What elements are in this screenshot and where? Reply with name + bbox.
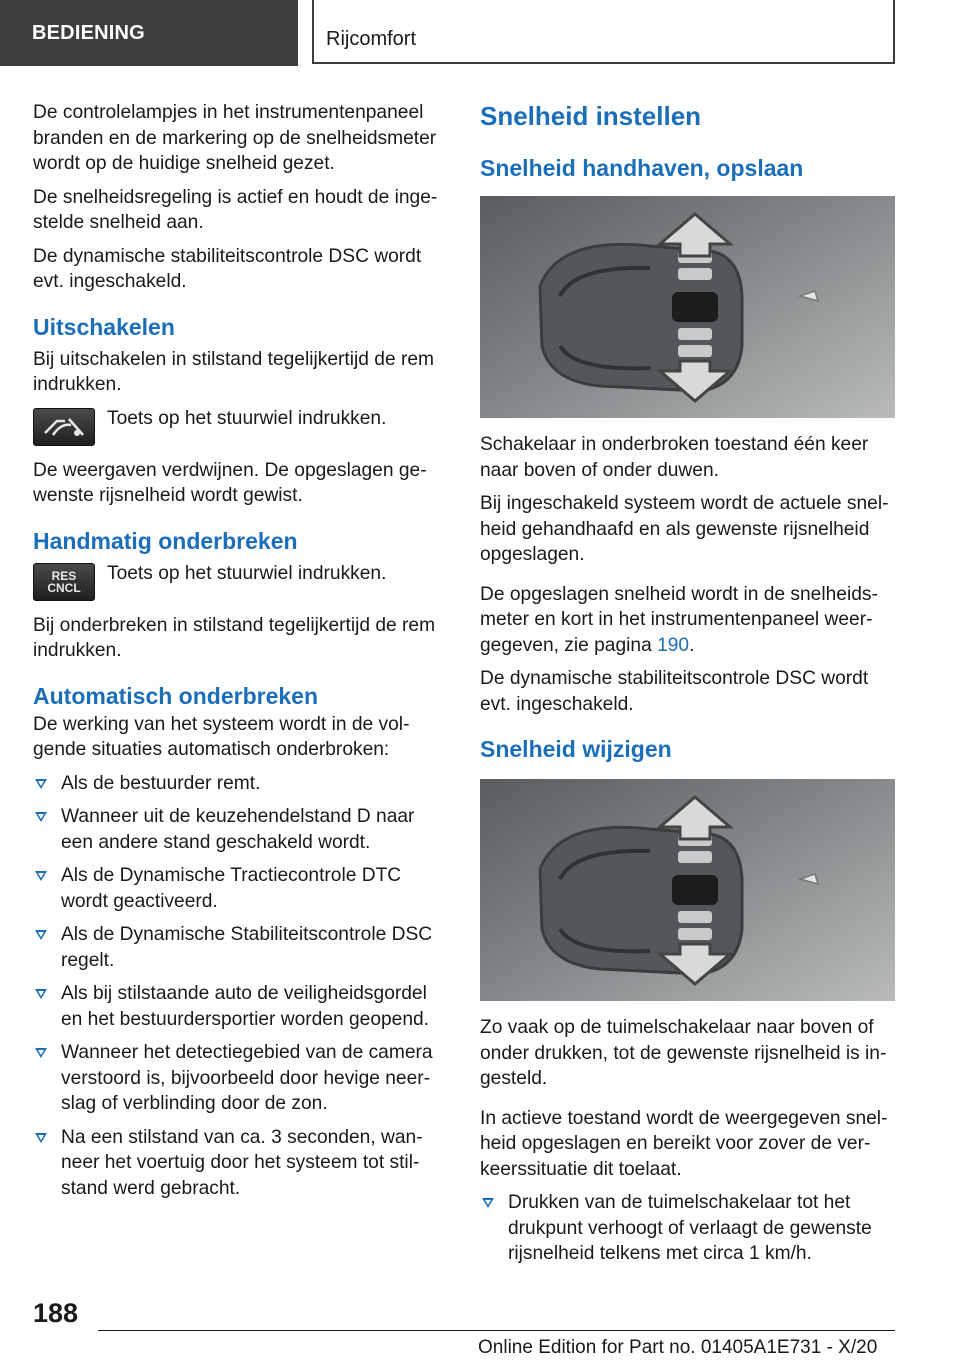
triangle-bullet-icon xyxy=(35,930,47,940)
triangle-bullet-icon xyxy=(35,812,47,822)
list-item xyxy=(33,771,451,797)
paragraph xyxy=(480,582,895,659)
triangle-bullet-icon xyxy=(35,1133,47,1143)
steering-wheel-switch-image xyxy=(480,196,895,418)
bullet-list xyxy=(480,1190,895,1267)
chapter-title: Rijcomfort xyxy=(312,0,895,64)
list-item xyxy=(480,1190,895,1267)
paragraph: De werking van het systeem wordt in de volgende situaties automatisch onderbroken: xyxy=(33,713,410,760)
instruction-row xyxy=(33,561,451,601)
paragraph: Bij ingeschakeld systeem wordt de actuele snelheid gehandhaafd en als gewenste rijsnelheid opgeslagen. xyxy=(480,493,889,565)
list-item-text: Als de bestuurder remt. xyxy=(61,772,261,794)
instruction-text: Toets op het stuurwiel indrukken. xyxy=(107,407,387,429)
heading-snelheid-instellen: Snelheid instellen xyxy=(480,101,702,131)
paragraph: De weergaven verdwijnen. De opgeslagen gewenste rijsnelheid wordt gewist. xyxy=(33,459,427,506)
list-item xyxy=(33,981,451,1032)
heading-automatisch: Automatisch onderbreken xyxy=(33,682,318,709)
cruise-off-button-icon xyxy=(33,408,95,446)
list-item-text: Drukken van de tuimelschakelaar tot het drukpunt verhoogt of verlaagt de gewenste rijsnelheid telkens met circa 1 km/h. xyxy=(508,1192,872,1264)
button-label: CNCL xyxy=(47,580,81,595)
list-item-text: Als bij stilstaande auto de veiligheidsgordel en het bestuurdersportier worden geopend. xyxy=(61,983,430,1030)
left-column xyxy=(33,100,451,1209)
paragraph: Bij onderbreken in stilstand tegelijkertijd de rem indrukken. xyxy=(33,614,436,661)
paragraph: In actieve toestand wordt de weergegeven snelheid opgeslagen en bereikt voor zover de verkeerssituatie dit toelaat. xyxy=(480,1107,888,1180)
paragraph: De dynamische stabiliteitscontrole DSC wordt evt. ingeschakeld. xyxy=(480,668,869,715)
paragraph: Bij uitschakelen in stilstand tegelijkertijd de rem indrukken. xyxy=(33,348,434,395)
heading-uitschakelen: Uitschakelen xyxy=(33,313,175,340)
list-item-text: Als de Dynamische Tractiecontrole DTC wordt geactiveerd. xyxy=(61,865,402,912)
list-item xyxy=(33,1040,451,1117)
triangle-bullet-icon xyxy=(35,871,47,881)
paragraph-text: . xyxy=(689,634,695,656)
right-column xyxy=(480,100,895,1275)
heading-snelheid-wijzigen: Snelheid wijzigen xyxy=(480,736,672,762)
button-label: RES xyxy=(51,568,77,583)
list-item xyxy=(33,804,451,855)
page-number: 188 xyxy=(33,1298,79,1328)
instruction-row xyxy=(33,406,451,446)
page-link[interactable]: 190 xyxy=(657,634,690,656)
paragraph: Zo vaak op de tuimelschakelaar naar boven of onder drukken, tot de gewenste rijsnelheid is ingesteld. xyxy=(480,1017,887,1089)
triangle-bullet-icon xyxy=(35,1048,47,1058)
list-item-text: Wanneer het detectiegebied van de camera verstoord is, bijvoorbeeld door hevige neerslag of verblinding door de zon. xyxy=(61,1042,433,1114)
paragraph: De controlelampjes in het instrumentenpaneel branden en de markering op de snelheidsmeter wordt op de huidige snelheid gezet. xyxy=(33,102,437,174)
paragraph: De snelheidsregeling is actief en houdt de ingestelde snelheid aan. xyxy=(33,186,438,233)
heading-handhaven: Snelheid handhaven, opslaan xyxy=(480,155,804,181)
section-tab: BEDIENING xyxy=(0,0,298,66)
triangle-bullet-icon xyxy=(35,779,47,789)
edition-note: Online Edition for Part no. 01405A1E731 - X/20 xyxy=(478,1337,878,1358)
paragraph-text: De opgeslagen snelheid wordt in de snelheidsmeter en kort in het instrumentenpaneel weergegeven, zie pagina xyxy=(480,583,878,656)
list-item-text: Als de Dynamische Stabiliteitscontrole DSC regelt. xyxy=(61,924,433,971)
list-item xyxy=(33,922,451,973)
triangle-bullet-icon xyxy=(482,1198,494,1208)
res-cncl-button-icon xyxy=(33,563,95,601)
heading-handmatig: Handmatig onderbreken xyxy=(33,527,298,554)
paragraph: Schakelaar in onderbroken toestand één keer naar boven of onder duwen. xyxy=(480,434,869,481)
list-item-text: Na een stilstand van ca. 3 seconden, wanneer het voertuig door het systeem tot stilstand werd gebracht. xyxy=(61,1126,423,1199)
paragraph: De dynamische stabiliteitscontrole DSC wordt evt. ingeschakeld. xyxy=(33,245,422,292)
steering-wheel-switch-image xyxy=(480,779,895,1001)
list-item xyxy=(33,863,451,914)
instruction-text: Toets op het stuurwiel indrukken. xyxy=(107,562,387,584)
footer-divider xyxy=(98,1330,895,1331)
triangle-bullet-icon xyxy=(35,989,47,999)
list-item xyxy=(33,1125,451,1202)
list-item-text: Wanneer uit de keuzehendelstand D naar een andere stand geschakeld wordt. xyxy=(61,806,415,853)
bullet-list xyxy=(33,771,451,1202)
